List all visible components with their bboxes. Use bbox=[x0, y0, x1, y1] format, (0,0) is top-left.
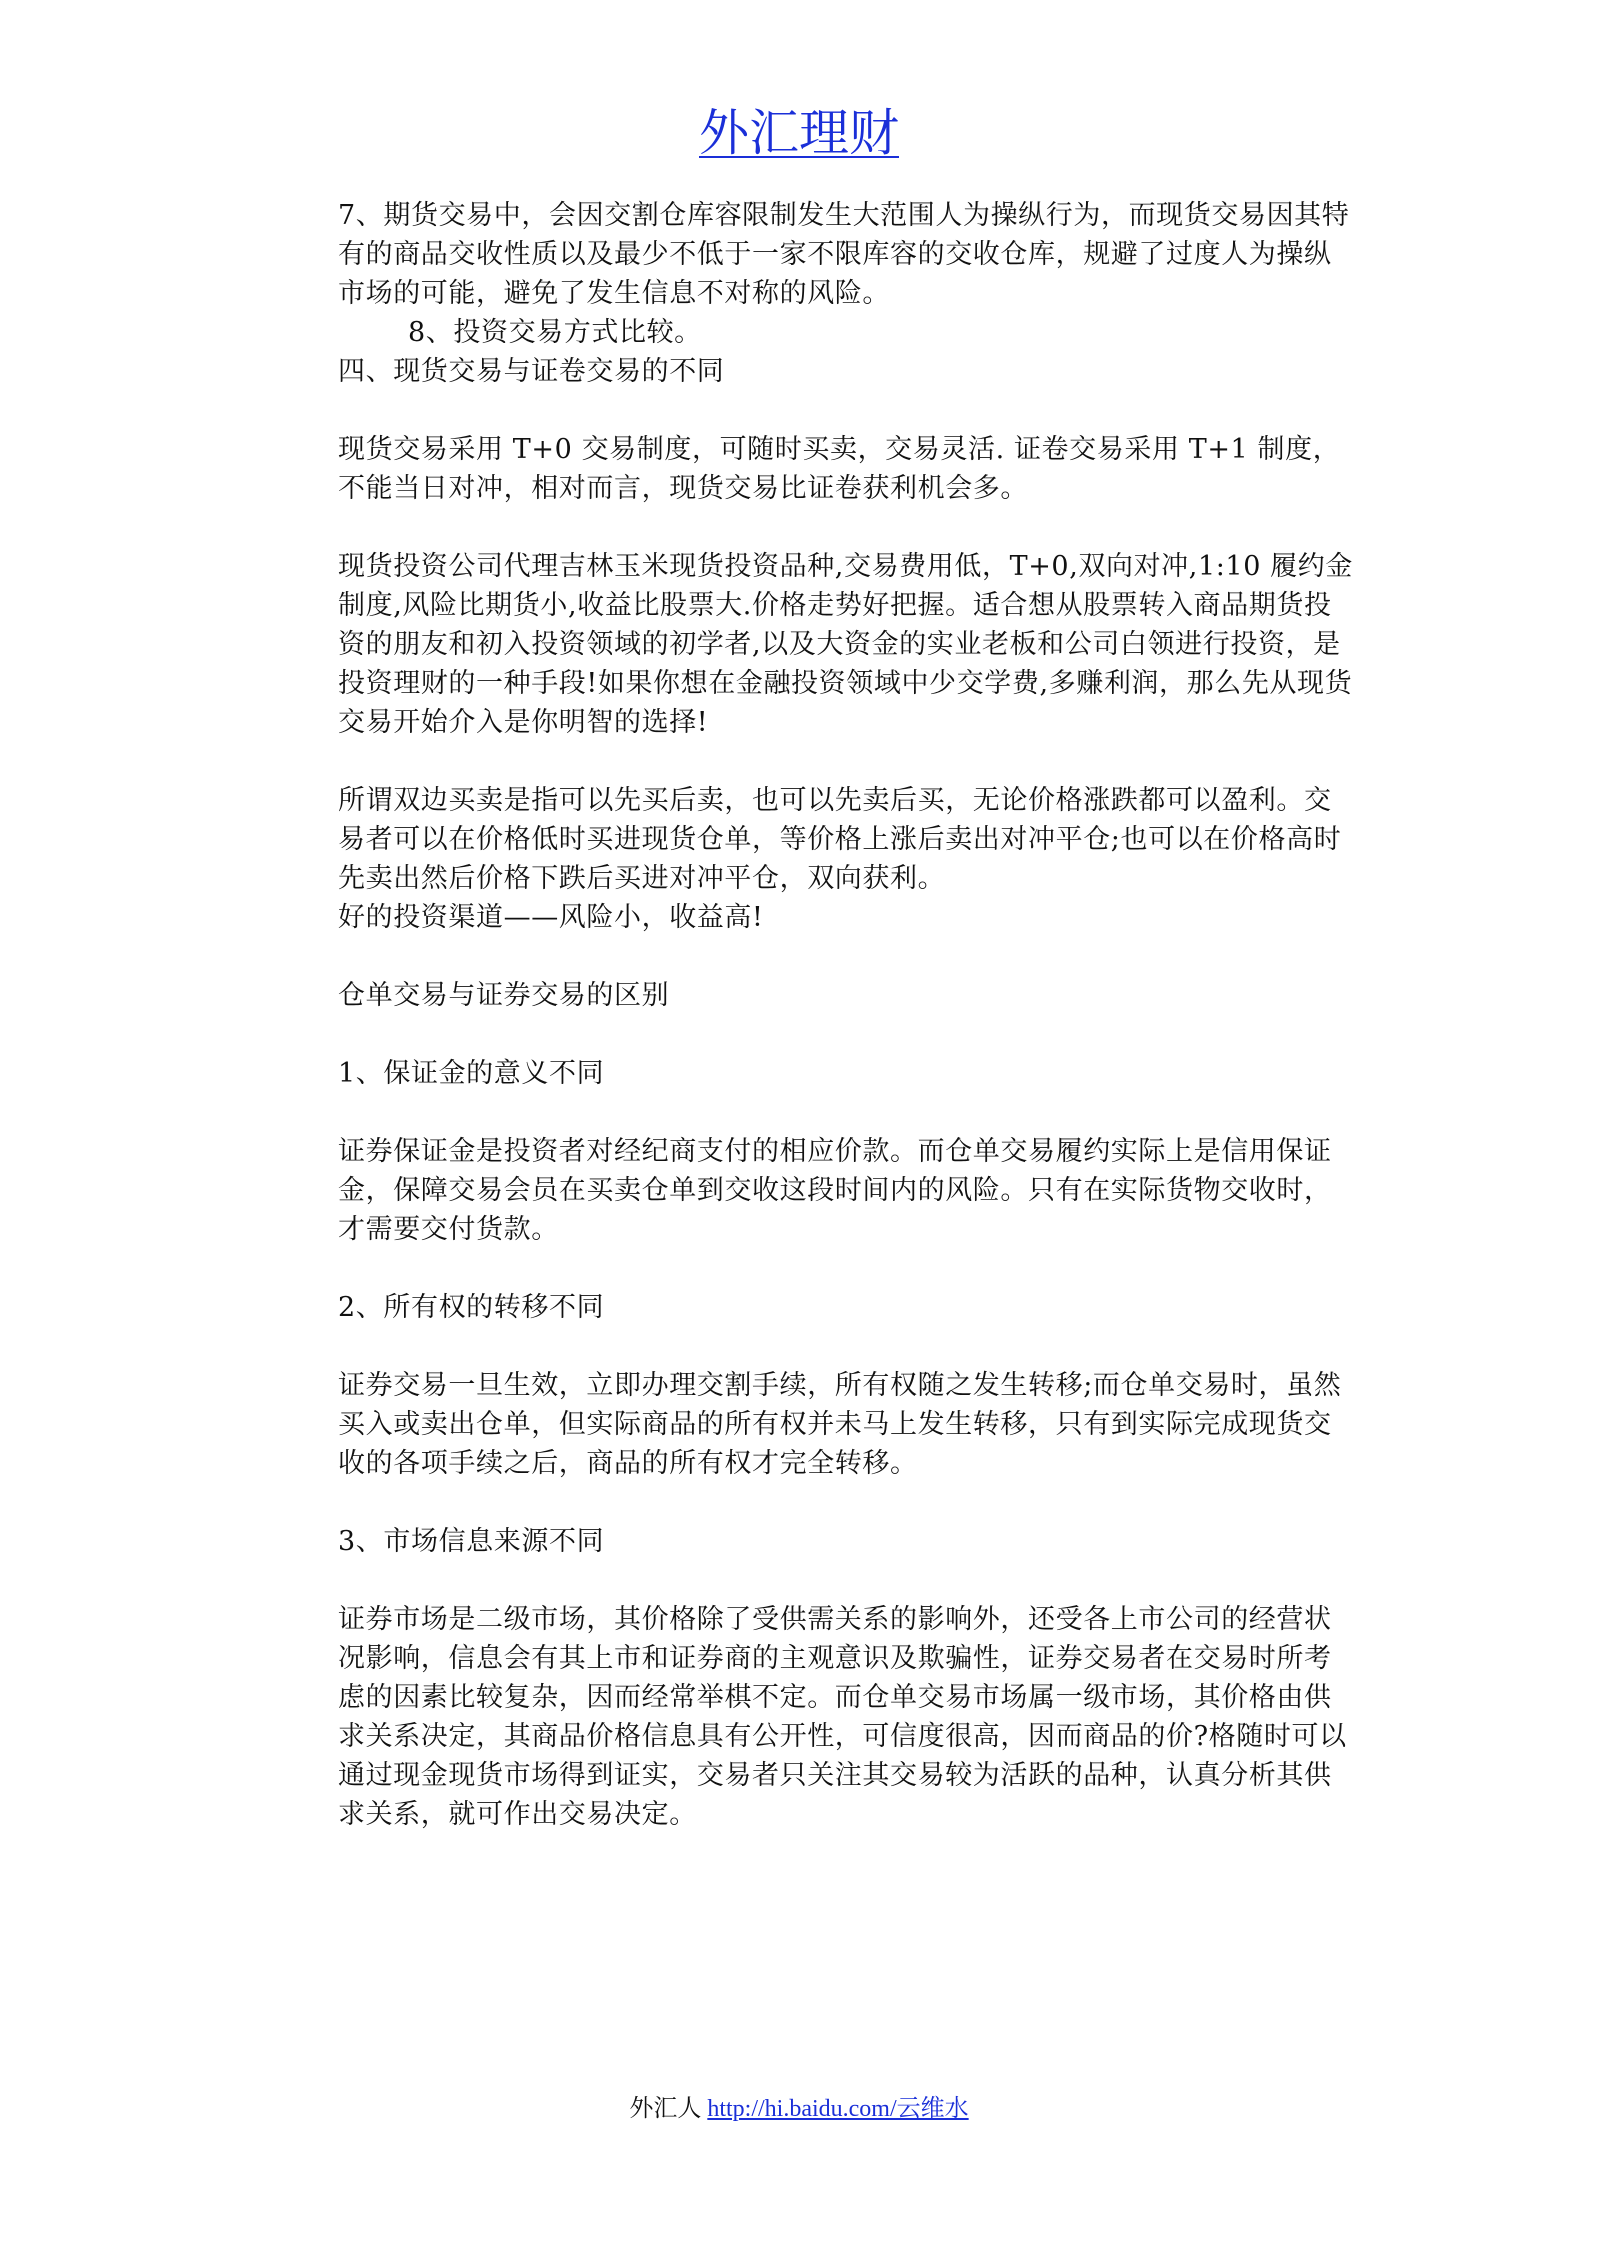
paragraph-investment-comparison: 8、投资交易方式比较。 bbox=[408, 317, 702, 348]
paragraph-futures-manipulation: 7、期货交易中，会因交割仓库容限制发生大范围人为操纵行为，而现货交易因其特有的商品交收性质以及最少不低于一家不限库容的交收仓库，规避了过度人为操纵市场的可能，避免了发生信息不对称的风险。 bbox=[338, 200, 1350, 309]
spacer bbox=[338, 1561, 1358, 1600]
header-title-link[interactable]: 外汇理财 bbox=[699, 105, 899, 161]
subheading-ownership-transfer: 2、所有权的转移不同 bbox=[338, 1292, 605, 1323]
paragraph-t0-trading: 现货交易采用 T+0 交易制度，可随时买卖，交易灵活. 证卷交易采用 T+1 制度，不能当日对冲，相对而言，现货交易比证卷获利机会多。 bbox=[338, 434, 1341, 504]
spacer bbox=[338, 1483, 1358, 1522]
section-heading-spot-vs-securities: 四、现货交易与证卷交易的不同 bbox=[338, 356, 725, 387]
spacer bbox=[338, 937, 1358, 976]
spacer bbox=[338, 391, 1358, 430]
spacer bbox=[338, 742, 1358, 781]
footer-link[interactable]: http://hi.baidu.com/云维水 bbox=[707, 2096, 969, 2122]
page-footer bbox=[0, 2088, 1598, 2123]
spacer bbox=[338, 1093, 1358, 1132]
spacer bbox=[338, 508, 1358, 547]
spacer bbox=[338, 1249, 1358, 1288]
paragraph-corn-spot: 现货投资公司代理吉林玉米现货投资品种,交易费用低，T+0,双向对冲,1:10 履约金制度,风险比期货小,收益比股票大.价格走势好把握。适合想从股票转入商品期货投资的朋友和初入投资领域的初学者,以及大资金的实业老板和公司白领进行投资，是投资理财的一种手段!如果你想在金融投资领域中少交学费,多赚利润，那么先从现货交易开始介入是你明智的选择! bbox=[338, 551, 1353, 738]
subheading-margin-meaning: 1、保证金的意义不同 bbox=[338, 1058, 605, 1089]
paragraph-market-information: 证券市场是二级市场，其价格除了受供需关系的影响外，还受各上市公司的经营状况影响，信息会有其上市和证券商的主观意识及欺骗性，证券交易者在交易时所考虑的因素比较复杂，因而经常举棋不定。而仓单交易市场属一级市场，其价格由供求关系决定，其商品价格信息具有公开性，可信度很高，因而商品的价?格随时可以通过现金现货市场得到证实，交易者只关注其交易较为活跃的品种，认真分析其供求关系，就可作出交易决定。 bbox=[338, 1604, 1347, 1830]
paragraph-margin: 证券保证金是投资者对经纪商支付的相应价款。而仓单交易履约实际上是信用保证金，保障交易会员在买卖仓单到交收这段时间内的风险。只有在实际货物交收时，才需要交付货款。 bbox=[338, 1136, 1332, 1245]
subheading-market-information: 3、市场信息来源不同 bbox=[338, 1526, 605, 1557]
document-body bbox=[338, 196, 1358, 1834]
paragraph-ownership: 证券交易一旦生效，立即办理交割手续，所有权随之发生转移;而仓单交易时，虽然买入或卖出仓单，但实际商品的所有权并未马上发生转移，只有到实际完成现货交收的各项手续之后，商品的所有权才完全转移。 bbox=[338, 1370, 1342, 1479]
spacer bbox=[338, 1015, 1358, 1054]
section-heading-warehouse-receipt: 仓单交易与证券交易的区别 bbox=[338, 980, 670, 1011]
paragraph-two-way-trading: 所谓双边买卖是指可以先买后卖，也可以先卖后买，无论价格涨跌都可以盈利。交易者可以在价格低时买进现货仓单，等价格上涨后卖出对冲平仓;也可以在价格高时先卖出然后价格下跌后买进对冲平仓，双向获利。 bbox=[338, 785, 1342, 894]
footer-label: 外汇人 bbox=[629, 2096, 702, 2122]
spacer bbox=[338, 1327, 1358, 1366]
paragraph-good-channel: 好的投资渠道——风险小，收益高! bbox=[338, 902, 764, 933]
